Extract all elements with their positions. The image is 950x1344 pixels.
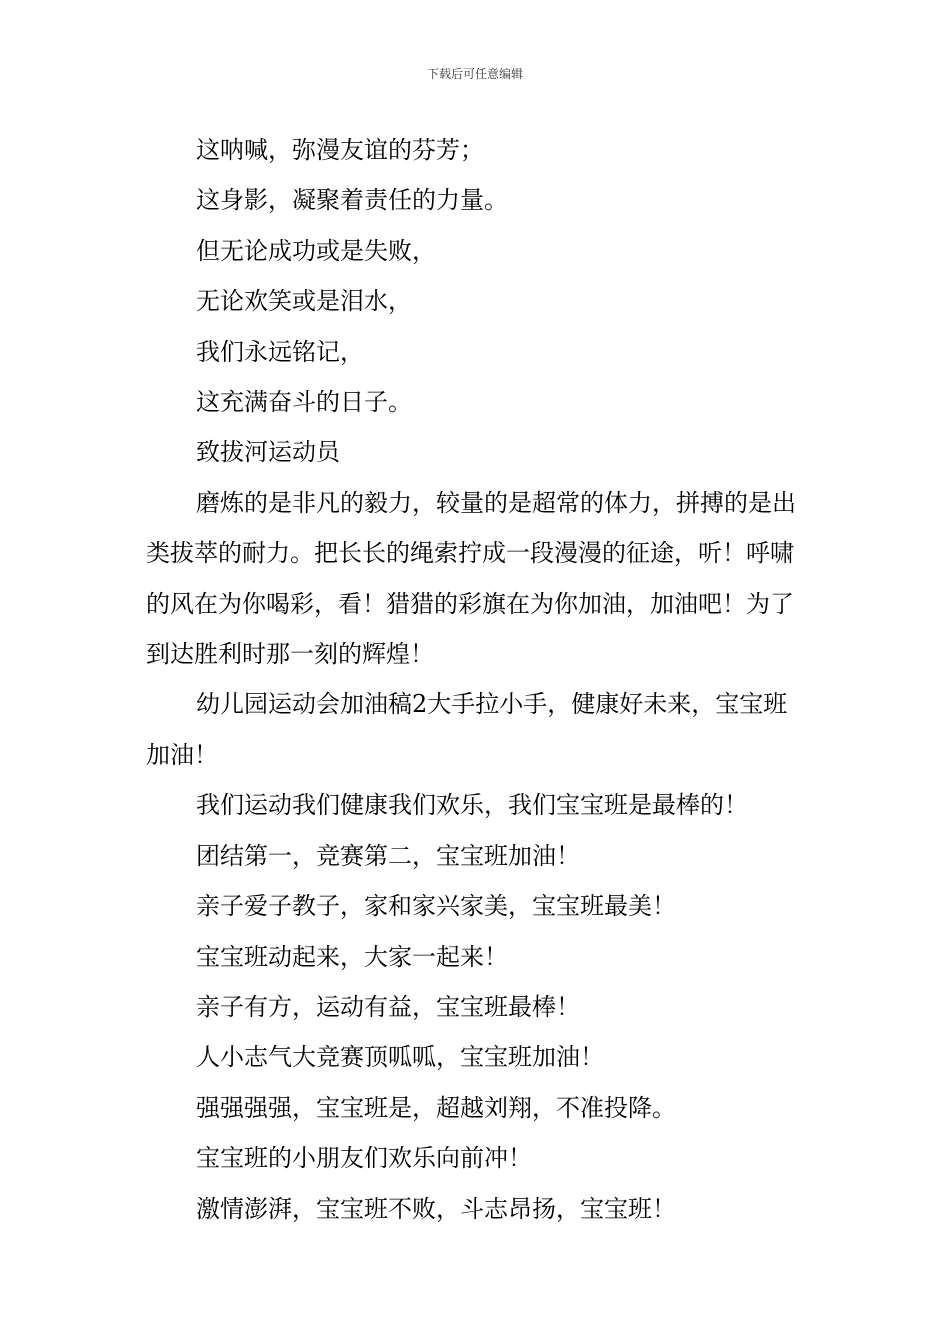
paragraph: 幼儿园运动会加油稿2大手拉小手，健康好未来，宝宝班加油！ (146, 690, 788, 769)
paragraph: 亲子爱子教子，家和家兴家美，宝宝班最美！ (196, 892, 676, 921)
paragraph: 我们运动我们健康我们欢乐，我们宝宝班是最棒的！ (196, 791, 748, 820)
page-header: 下载后可任意编辑 (426, 67, 523, 81)
section-heading: 致拔河运动员 (196, 438, 340, 467)
paragraph: 宝宝班动起来，大家一起来！ (196, 942, 508, 971)
paragraph: 磨炼的是非凡的毅力，较量的是超常的体力，拼搏的是出类拔萃的耐力。把长长的绳索拧成一段漫漫的征途，听！呼啸的风在为你喝彩，看！猎猎的彩旗在为你加油，加油吧！为了到达胜利时那一刻的辉煌！ (146, 488, 796, 669)
paragraph: 强强强强，宝宝班是，超越刘翔，不准投降。 (196, 1093, 676, 1122)
document-body (146, 125, 808, 1234)
paragraph: 这身影，凝聚着责任的力量。 (196, 186, 508, 215)
paragraph: 人小志气大竞赛顶呱呱，宝宝班加油！ (196, 1043, 604, 1072)
paragraph: 但无论成功或是失败， (196, 236, 436, 265)
paragraph: 宝宝班的小朋友们欢乐向前冲！ (196, 1144, 532, 1173)
paragraph: 激情澎湃，宝宝班不败，斗志昂扬，宝宝班！ (196, 1194, 676, 1223)
paragraph: 这充满奋斗的日子。 (196, 388, 412, 417)
paragraph: 团结第一，竞赛第二，宝宝班加油！ (196, 841, 580, 870)
paragraph: 这呐喊，弥漫友谊的芬芳； (196, 136, 484, 164)
paragraph: 我们永远铭记， (196, 337, 364, 366)
paragraph: 亲子有方，运动有益，宝宝班最棒！ (196, 992, 580, 1021)
paragraph: 无论欢笑或是泪水， (196, 287, 412, 316)
